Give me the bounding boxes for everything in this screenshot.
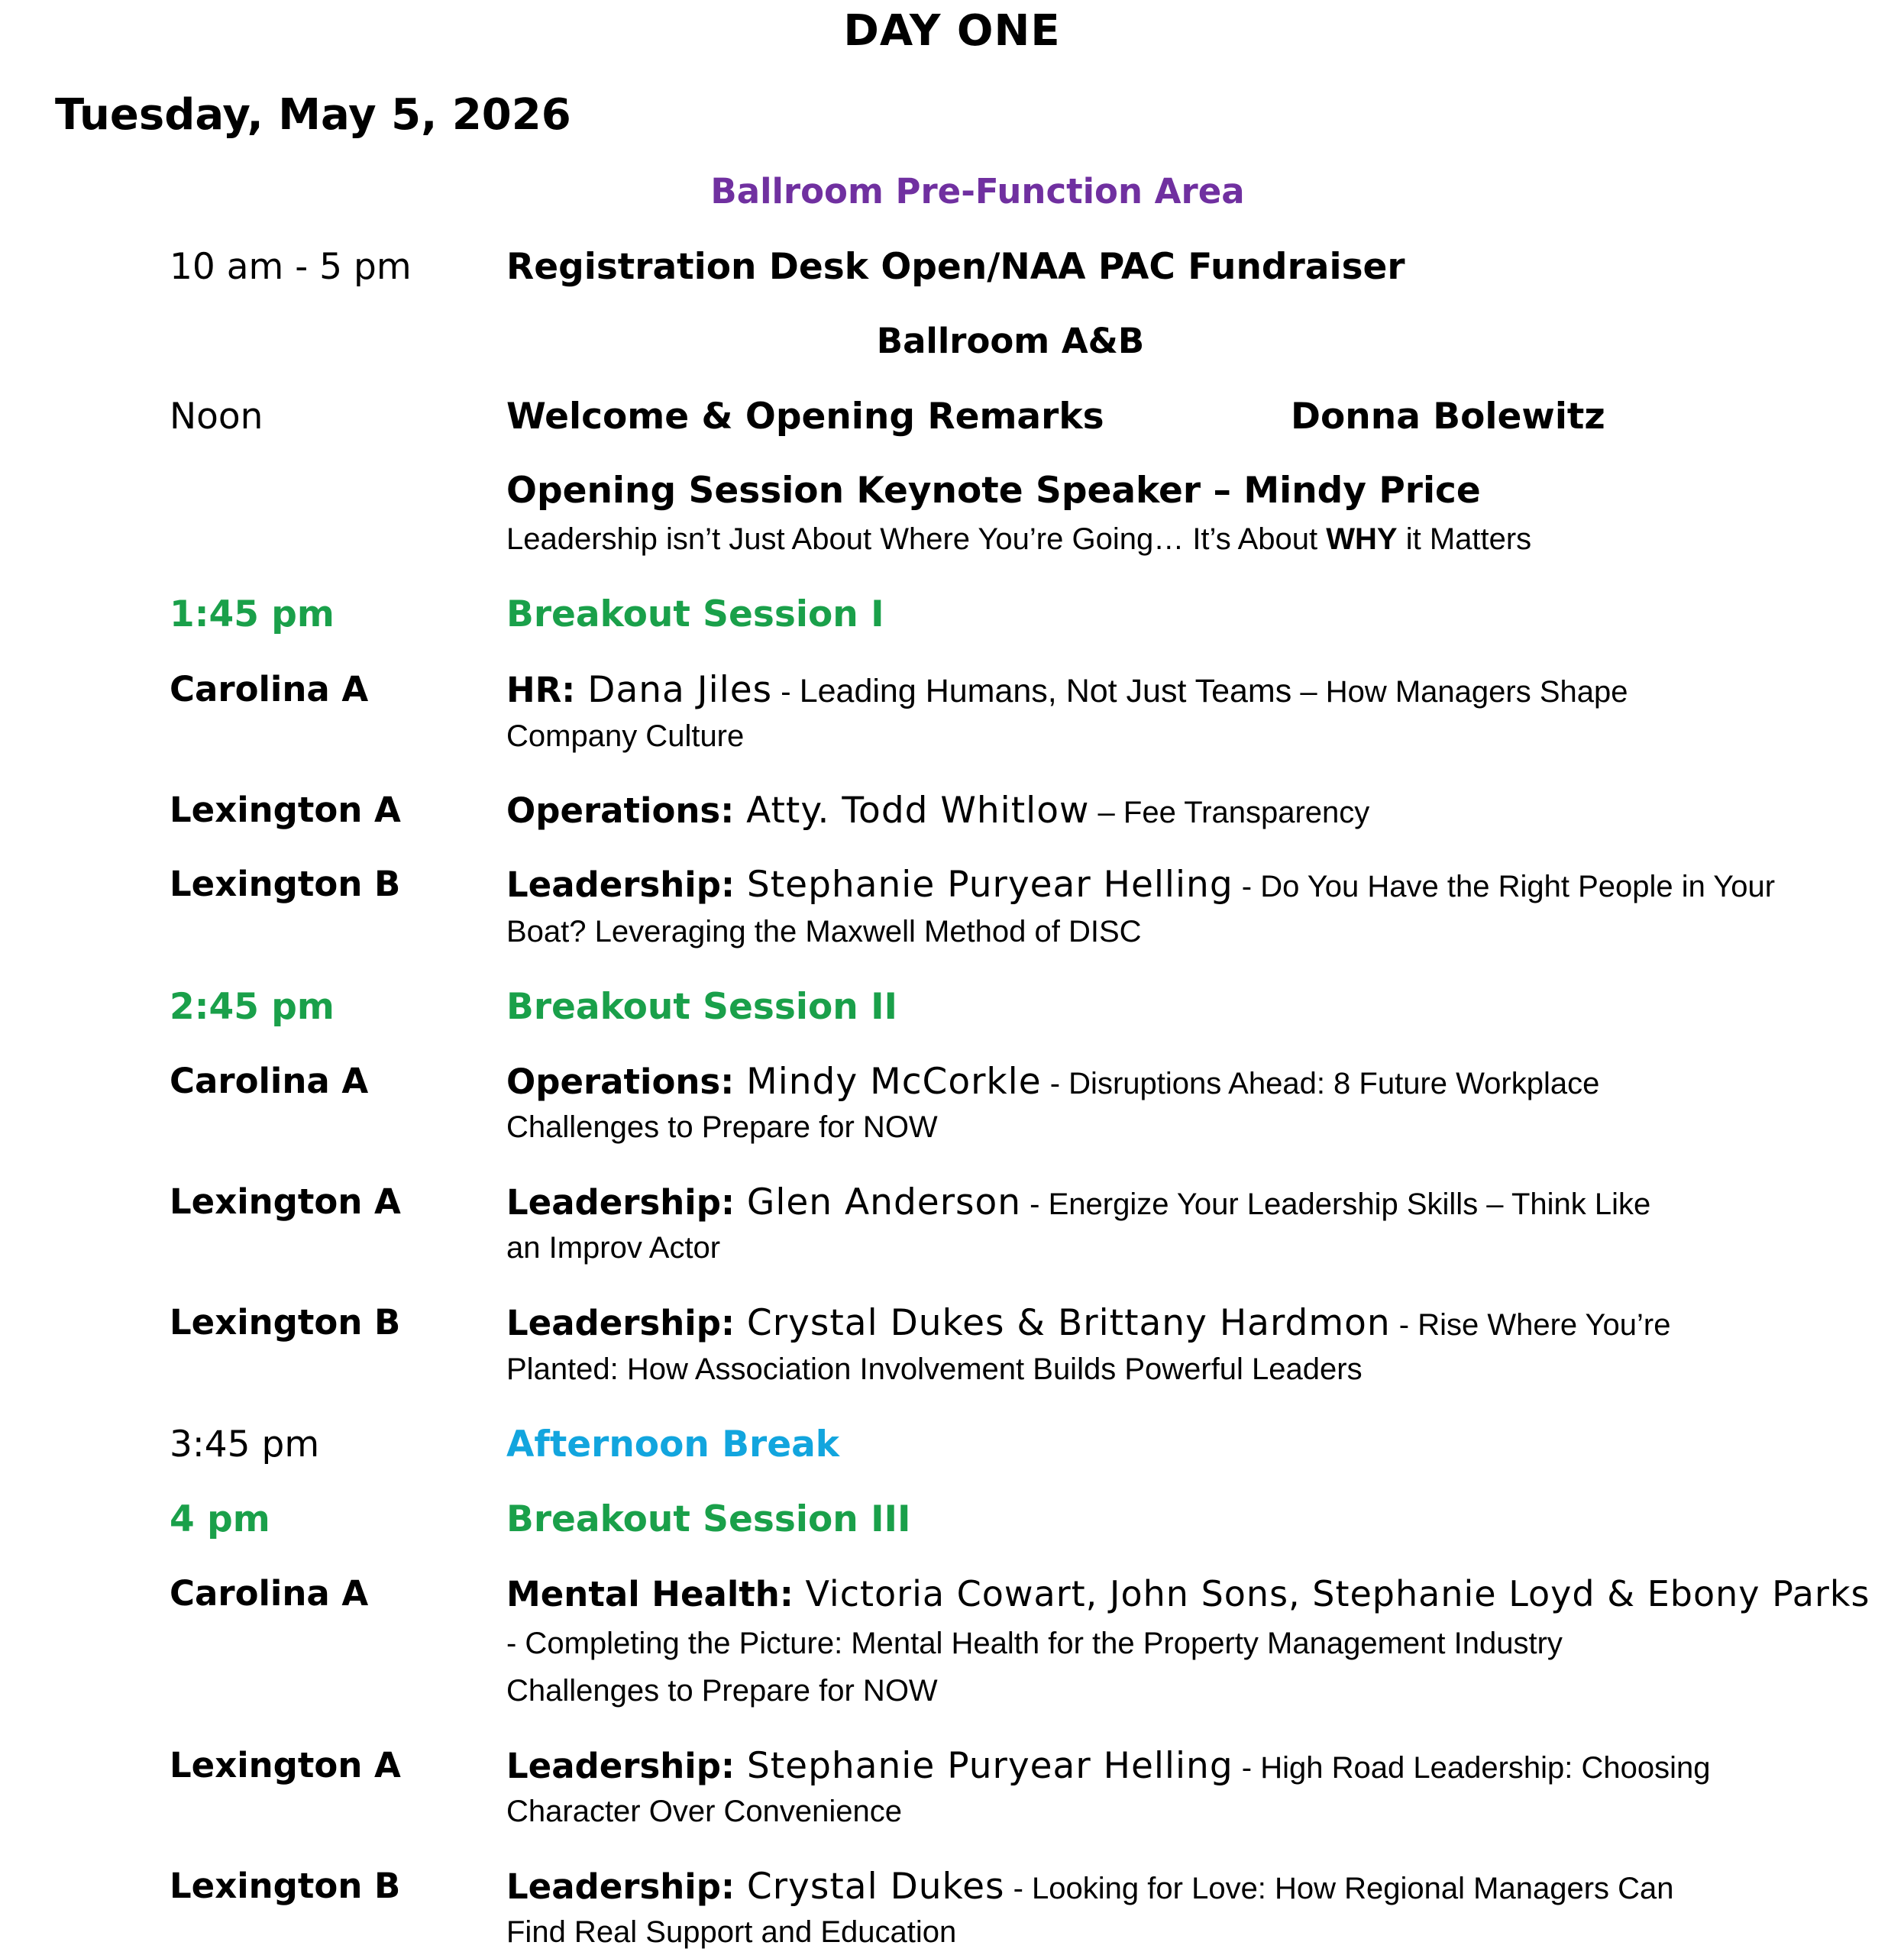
talk-title: Disruptions Ahead: 8 Future Workplace (1068, 1067, 1600, 1100)
session3-item-3-line2: Find Real Support and Education (506, 1915, 957, 1949)
track-label: Leadership: (506, 1866, 735, 1907)
keynote-subtitle-end: it Matters (1397, 522, 1532, 556)
talk-title: Leading Humans, Not Just Teams (799, 673, 1292, 709)
talk-title: Do You Have the Right People in Your (1260, 870, 1776, 903)
session2-room-3: Lexington B (170, 1302, 401, 1343)
session3-item-2-line2: Character Over Convenience (506, 1795, 903, 1828)
session3-room-3: Lexington B (170, 1866, 401, 1906)
track-label: Leadership: (506, 864, 735, 905)
session2-time: 2:45 pm (170, 986, 335, 1028)
speaker-name: Victoria Cowart, John Sons, Stephanie Loyd & Ebony Parks (793, 1573, 1870, 1614)
session3-title: Breakout Session III (506, 1498, 911, 1540)
track-label: Operations: (506, 1062, 735, 1102)
talk-title: Energize Your Leadership Skills – Think Like (1048, 1188, 1651, 1221)
track-label: HR: (506, 670, 576, 710)
track-label: Leadership: (506, 1746, 735, 1786)
dash: - (1004, 1872, 1033, 1905)
welcome-time: Noon (170, 396, 263, 438)
dash: - (1233, 870, 1261, 903)
session1-item-2 (506, 790, 1369, 832)
venue-prefunction: Ballroom Pre-Function Area (710, 171, 1245, 212)
session1-room-2: Lexington A (170, 790, 401, 830)
session3-item-2 (506, 1745, 1711, 1787)
talk-title: Fee Transparency (1123, 796, 1370, 829)
session1-time: 1:45 pm (170, 593, 335, 635)
track-label: Leadership: (506, 1303, 735, 1343)
speaker-name: Glen Anderson (734, 1181, 1022, 1223)
session1-item-1 (506, 669, 1628, 711)
session2-item-3-line2: Planted: How Association Involvement Builds Powerful Leaders (506, 1352, 1363, 1386)
session2-item-2-line2: an Improv Actor (506, 1231, 721, 1265)
dash: - (1233, 1751, 1261, 1785)
session3-room-2: Lexington A (170, 1745, 401, 1785)
registration-time: 10 am - 5 pm (170, 246, 412, 288)
speaker-name: Mindy McCorkle (734, 1061, 1042, 1103)
session3-room-1: Carolina A (170, 1573, 369, 1614)
session2-room-1: Carolina A (170, 1061, 369, 1101)
keynote-subtitle (506, 522, 1531, 557)
break-title: Afternoon Break (506, 1423, 840, 1465)
session1-item-1-line2: Company Culture (506, 719, 745, 753)
keynote-subtitle-start: Leadership isn’t Just About Where You’re Going… It’s About (506, 522, 1327, 556)
track-label: Operations: (506, 790, 735, 831)
dash: - (1390, 1308, 1418, 1342)
welcome-title: Welcome & Opening Remarks (506, 396, 1104, 438)
day-title: DAY ONE (843, 6, 1061, 56)
session1-item-3-line2: Boat? Leveraging the Maxwell Method of DISC (506, 915, 1142, 948)
session3-time: 4 pm (170, 1498, 270, 1540)
session2-title: Breakout Session II (506, 986, 898, 1028)
keynote-subtitle-bold: WHY (1326, 522, 1398, 556)
session3-item-3 (506, 1866, 1674, 1908)
speaker-name: Dana Jiles (575, 669, 773, 711)
talk-title: Looking for Love: How Regional Managers Can (1032, 1872, 1674, 1905)
welcome-speaker: Donna Bolewitz (1291, 396, 1605, 438)
dash: - (772, 675, 800, 709)
talk-title: Rise Where You’re (1417, 1308, 1671, 1342)
session2-item-3 (506, 1302, 1671, 1344)
track-label: Mental Health: (506, 1574, 794, 1614)
speaker-name: Crystal Dukes (734, 1866, 1005, 1908)
talk-title-rest: – How Managers Shape (1291, 675, 1628, 709)
session3-item-1 (506, 1573, 1870, 1614)
date-heading: Tuesday, May 5, 2026 (55, 90, 571, 140)
talk-title: High Road Leadership: Choosing (1260, 1751, 1711, 1785)
session1-title: Breakout Session I (506, 593, 884, 635)
venue-ballroom: Ballroom A&B (876, 321, 1145, 361)
session1-room-3: Lexington B (170, 864, 401, 904)
dash: - (1041, 1067, 1069, 1100)
keynote-title: Opening Session Keynote Speaker – Mindy Price (506, 470, 1481, 512)
dash: – (1089, 796, 1123, 829)
registration-title: Registration Desk Open/NAA PAC Fundraiser (506, 246, 1405, 288)
dash: - (1021, 1188, 1049, 1221)
track-label: Leadership: (506, 1182, 735, 1223)
speaker-name: Atty. Todd Whitlow (734, 790, 1090, 832)
session1-item-3 (506, 864, 1775, 906)
speaker-name: Crystal Dukes & Brittany Hardmon (734, 1302, 1391, 1344)
session2-item-1-line2: Challenges to Prepare for NOW (506, 1110, 938, 1144)
session2-item-1 (506, 1061, 1599, 1103)
session1-room-1: Carolina A (170, 669, 369, 709)
speaker-name: Stephanie Puryear Helling (734, 864, 1233, 906)
break-time: 3:45 pm (170, 1423, 320, 1465)
session2-item-2 (506, 1181, 1650, 1223)
speaker-name: Stephanie Puryear Helling (734, 1745, 1233, 1787)
session3-item-1-line2: - Completing the Picture: Mental Health for the Property Management Industry (506, 1627, 1563, 1660)
session2-room-2: Lexington A (170, 1181, 401, 1222)
session3-item-1-line3: Challenges to Prepare for NOW (506, 1674, 938, 1708)
